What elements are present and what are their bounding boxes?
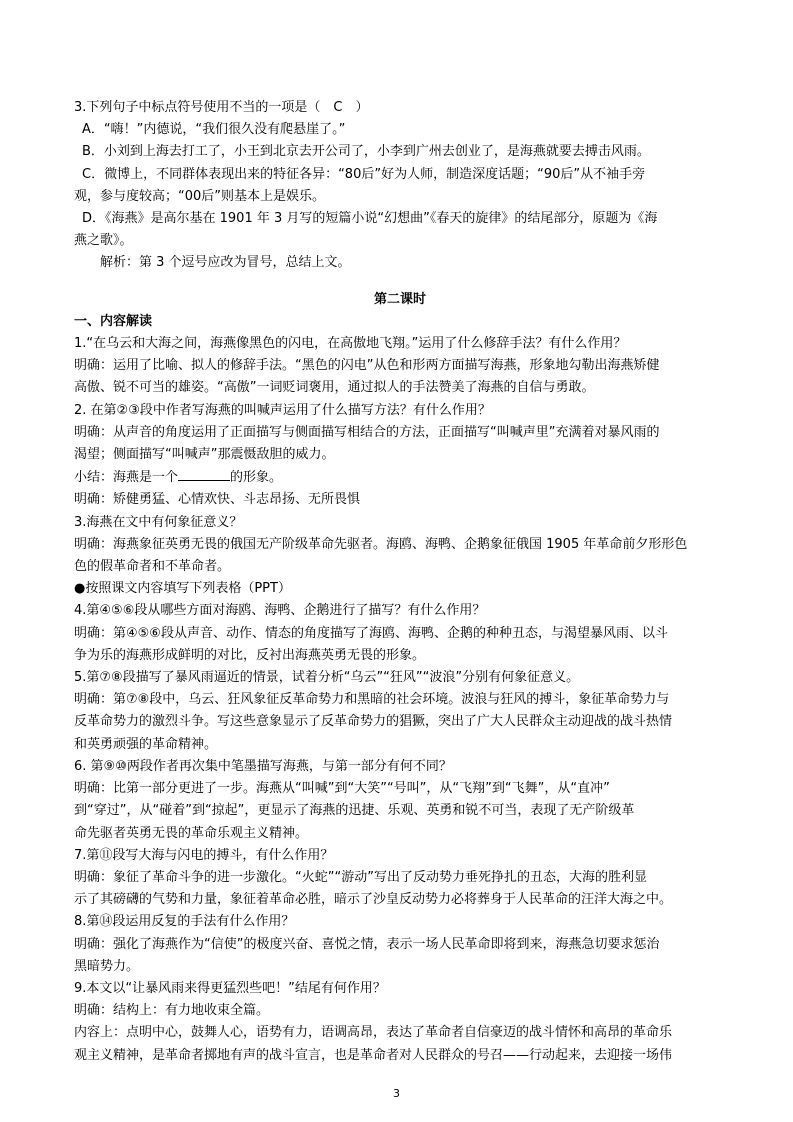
text-line: 2. 在第②③段中作者写海燕的叫喊声运用了什么描写方法？有什么作用？ (74, 402, 491, 418)
question-3-option-c-cont: 观，参与度较高；“00后”则基本上是娱乐。 (74, 188, 326, 204)
section-title: 一、内容解读 (74, 313, 153, 329)
text-line: 6. 第⑨⑩两段作者再次集中笔墨描写海燕，与第一部分有何不同？ (74, 758, 452, 774)
text-line: 示了其磅礴的气势和力量，象征着革命必胜，暗示了沙皇反动势力必将葬身于人民革命的汪洋大海之中。 (74, 892, 673, 908)
summary-line (74, 466, 726, 489)
text-line: 黑暗势力。 (74, 958, 140, 974)
question-3-option-d-cont: 燕之歌》。 (74, 233, 133, 249)
text-line: ●按照课文内容填写下列表格（PPT） (74, 581, 291, 597)
text-line: 7.第⑪段写大海与闪电的搏斗，有什么作用？ (74, 847, 334, 863)
text-line: 高傲、锐不可当的雄姿。“高傲”一词贬词褒用，通过拟人的手法赞美了海燕的自信与勇敢。 (74, 380, 595, 396)
text-line: 观主义精神，是革命者掷地有声的战斗宣言，也是革命者对人民群众的号召——行动起来，去迎接一场伟 (74, 1047, 673, 1063)
text-line: 明确：海燕象征英勇无畏的俄国无产阶级革命先驱者。海鸥、海鸭、企鹅象征俄国 1905 年革命前夕形形色 (74, 536, 688, 552)
text-line: 明确：运用了比喻、拟人的修辞手法。“黑色的闪电”从色和形两方面描写海燕，形象地勾勒出海燕矫健 (74, 358, 660, 374)
text-line: 1.“在乌云和大海之间，海燕像黑色的闪电，在高傲地飞翔。”运用了什么修辞手法？有什么作用？ (74, 336, 627, 352)
text-line: 明确：从声音的角度运用了正面描写与侧面描写相结合的方法，正面描写“叫喊声里”充满着对暴风雨的 (74, 424, 660, 440)
question-3-option-d: D．《海燕》是高尔基在 1901 年 3 月写的短篇小说“幻想曲”《春天的旋律》的结尾部分，原题为《海 (82, 211, 658, 227)
text-line: 命先驱者英勇无畏的革命乐观主义精神。 (74, 825, 309, 841)
text-line: 内容上：点明中心，鼓舞人心，语势有力，语调高昂，表达了革命者自信豪迈的战斗情怀和高昂的革命乐 (74, 1025, 673, 1041)
text-line: 明确：第④⑤⑥段从声音、动作、情态的角度描写了海鸥、海鸭、企鹅的种种丑态，与渴望暴风雨、以斗 (74, 625, 668, 641)
text-line: 4.第④⑤⑥段从哪些方面对海鸥、海鸭、企鹅进行了描写？有什么作用？ (74, 603, 486, 619)
text-line: 争为乐的海燕形成鲜明的对比，反衬出海燕英勇无畏的形象。 (74, 647, 426, 663)
summary-prefix: 小结：海燕是一个 (74, 470, 179, 486)
text-line: 明确：矫健勇猛、心情欢快、斗志昂扬、无所畏惧 (74, 492, 361, 508)
question-3-analysis: 解析：第 3 个逗号应改为冒号，总结上文。 (100, 255, 351, 271)
page-content (74, 97, 726, 1067)
question-3-option-b: B．小刘到上海去打工了，小王到北京去开公司了，小李到广州去创业了，是海燕就要去搏击风雨。 (82, 144, 650, 160)
lesson-title: 第二课时 (373, 291, 426, 307)
text-line: 色的假革命者和不革命者。 (74, 559, 231, 575)
text-line: 到“穿过”，从“碰着”到“掠起”，更显示了海燕的迅捷、乐观、英勇和锐不可当，表现了无产阶级革 (74, 803, 635, 819)
text-line: 3.海燕在文中有何象征意义？ (74, 514, 243, 530)
text-line: 和英勇顽强的革命精神。 (74, 736, 218, 752)
text-line: 8.第⑭段运用反复的手法有什么作用？ (74, 914, 295, 930)
summary-suffix: 的形象。 (230, 470, 283, 486)
text-line: 5.第⑦⑧段描写了暴风雨逼近的情景，试着分析“乌云”“狂风”“波浪”分别有何象征意义。 (74, 670, 580, 686)
page-number: 3 (393, 1087, 400, 1100)
text-line: 反革命势力的激烈斗争。写这些意象显示了反革命势力的猖獗，突出了广大人民群众主动迎战的战斗热情 (74, 714, 673, 730)
question-3-option-c: C．微博上，不同群体表现出来的特征各异：“80后”好为人师，制造深度话题；“90后”从不袖手旁 (82, 166, 646, 182)
text-line: 9.本文以“让暴风雨来得更猛烈些吧！”结尾有何作用？ (74, 980, 386, 996)
text-line: 明确：结构上：有力地收束全篇。 (74, 1003, 270, 1019)
text-line: 明确：第⑦⑧段中，乌云、狂风象征反革命势力和黑暗的社会环境。波浪与狂风的搏斗，象征革命势力与 (74, 692, 670, 708)
text-line: 明确：比第一部分更进了一步。海燕从“叫喊”到“大笑”“号叫”，从“飞翔”到“飞舞”，从“直冲” (74, 781, 610, 797)
fill-blank (178, 466, 230, 481)
question-3-option-a: A．“嗨！”内德说，“我们很久没有爬悬崖了。” (82, 122, 346, 138)
text-line: 明确：象征了革命斗争的进一步激化。“火蛇”“游动”写出了反动势力垂死挣扎的丑态，大海的胜利显 (74, 869, 647, 885)
text-line: 渴望；侧面描写“叫喊声”那震慑敌胆的威力。 (74, 447, 335, 463)
text-line: 明确：强化了海燕作为“信使”的极度兴奋、喜悦之情，表示一场人民革命即将到来，海燕急切要求惩治 (74, 936, 660, 952)
question-3-stem: 3.下列句子中标点符号使用不当的一项是（ C ） (74, 100, 369, 115)
